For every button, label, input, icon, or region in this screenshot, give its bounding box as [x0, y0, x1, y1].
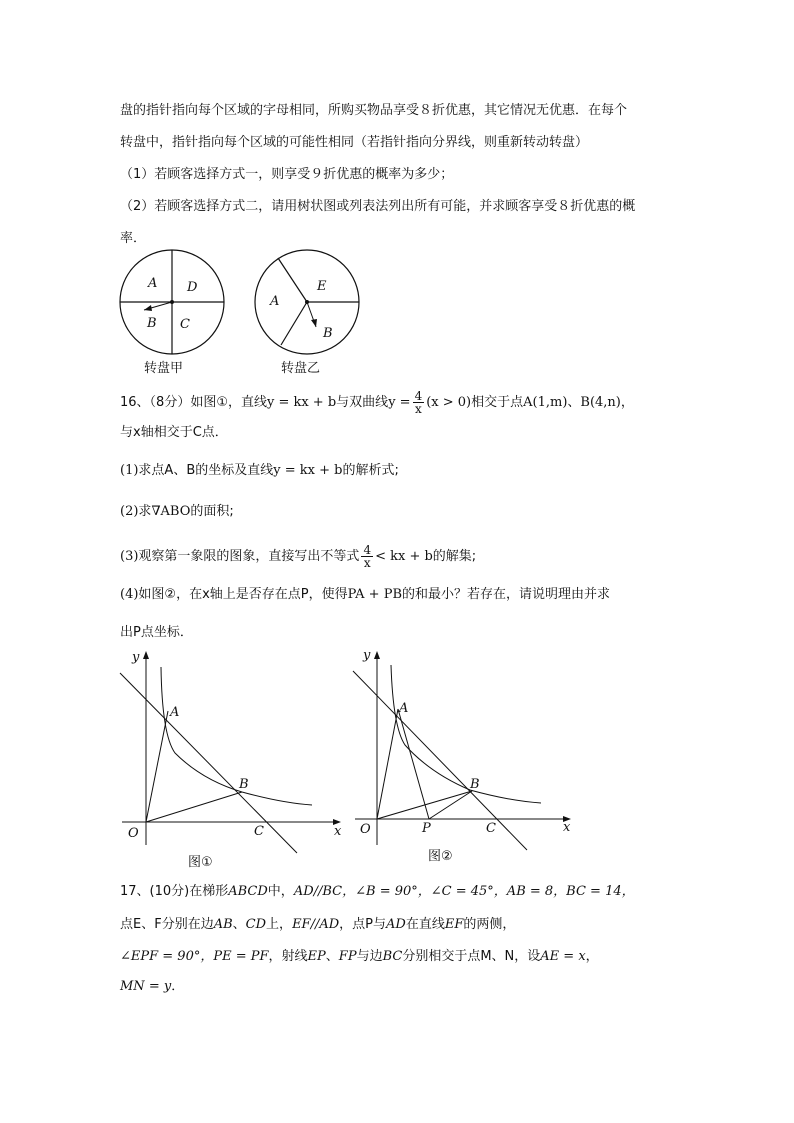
spinner-jia-label-d: D [187, 280, 198, 295]
q16-line-2: 与x轴相交于C点． [120, 425, 228, 440]
question-part-2: （2）若顾客选择方式二，请用树状图或列表法列出所有可能，并求顾客享受８折优惠的概 [120, 199, 636, 214]
spinner-jia-caption: 转盘甲 [144, 361, 184, 376]
spinner-jia-label-b: B [147, 316, 157, 331]
question-part-2-cont: 率． [120, 231, 147, 246]
q16-part-3: (3)观察第一象限的图象，直接写出不等式 $\frac{4}{x}$ < kx + b的解集; [120, 543, 477, 570]
fig2-label-x: x [563, 820, 571, 835]
q17-line-1: 17、(10分)在梯形ABCD中，AD//BC，∠B = 90°，∠C = 45°，AB = 8，BC = 14， [120, 884, 635, 899]
spinner-yi-label-e: E [317, 279, 327, 294]
q16-part-1: (1)求点A、B的坐标及直线y = kx + b的解析式; [120, 463, 399, 478]
fig1-label-b: B [239, 777, 249, 792]
spinner-yi-label-b: B [323, 326, 333, 341]
spinner-jia [115, 245, 240, 360]
spinner-jia-label-a: A [148, 276, 158, 291]
fig2-label-a: A [399, 701, 409, 716]
figure-1-caption: 图① [188, 855, 213, 870]
q17-line-3: ∠EPF = 90°，PE = PF，射线EP、FP与边BC分别相交于点M、N，设AE = x， [120, 949, 599, 964]
intro-line-2: 转盘中，指针指向每个区域的可能性相同（若指针指向分界线，则重新转动转盘） [120, 135, 589, 150]
figure-2-caption: 图② [428, 849, 453, 864]
q16-fraction: $\frac{4}{x}$ [414, 389, 423, 416]
figure-1 [112, 645, 352, 860]
fig1-label-a: A [170, 705, 180, 720]
figure-2 [345, 645, 585, 860]
spinner-yi [250, 245, 365, 360]
q16-part-2: (2)求∇ABO的面积; [120, 504, 234, 519]
fig2-label-o: O [360, 822, 371, 837]
fig1-label-x: x [334, 824, 342, 839]
q17-line-4: MN = y． [120, 979, 185, 994]
fig1-label-c: C [254, 824, 264, 839]
fig1-label-y: y [132, 650, 140, 665]
fig2-label-p: P [422, 821, 431, 836]
q17-line-2: 点E、F分别在边AB、CD上，EF//AD，点P与AD在直线EF的两侧， [120, 917, 516, 932]
fig2-label-y: y [363, 648, 371, 663]
q16-part-4: (4)如图②，在x轴上是否存在点P，使得PA + PB的和最小？若存在，请说明理由并求 [120, 587, 611, 602]
fig2-label-c: C [486, 821, 496, 836]
spinner-yi-caption: 转盘乙 [281, 361, 321, 376]
q16-part-4-cont: 出P点坐标． [120, 625, 193, 640]
q16-line-1: 16、（8分）如图①，直线y = kx + b与双曲线y = $\frac{4}{x}$ (x > 0)相交于点A(1,m)、B(4,n)， [120, 389, 634, 416]
spinner-yi-label-a: A [270, 294, 280, 309]
fig2-label-b: B [470, 777, 480, 792]
intro-line-1: 盘的指针指向每个区域的字母相同，所购买物品享受８折优惠，其它情况无优惠．在每个 [120, 103, 628, 118]
q16-part-3-fraction: $\frac{4}{x}$ [363, 543, 372, 570]
question-part-1: （1）若顾客选择方式一，则享受９折优惠的概率为多少； [120, 167, 454, 182]
spinner-jia-label-c: C [180, 317, 190, 332]
fig1-label-o: O [128, 826, 139, 841]
